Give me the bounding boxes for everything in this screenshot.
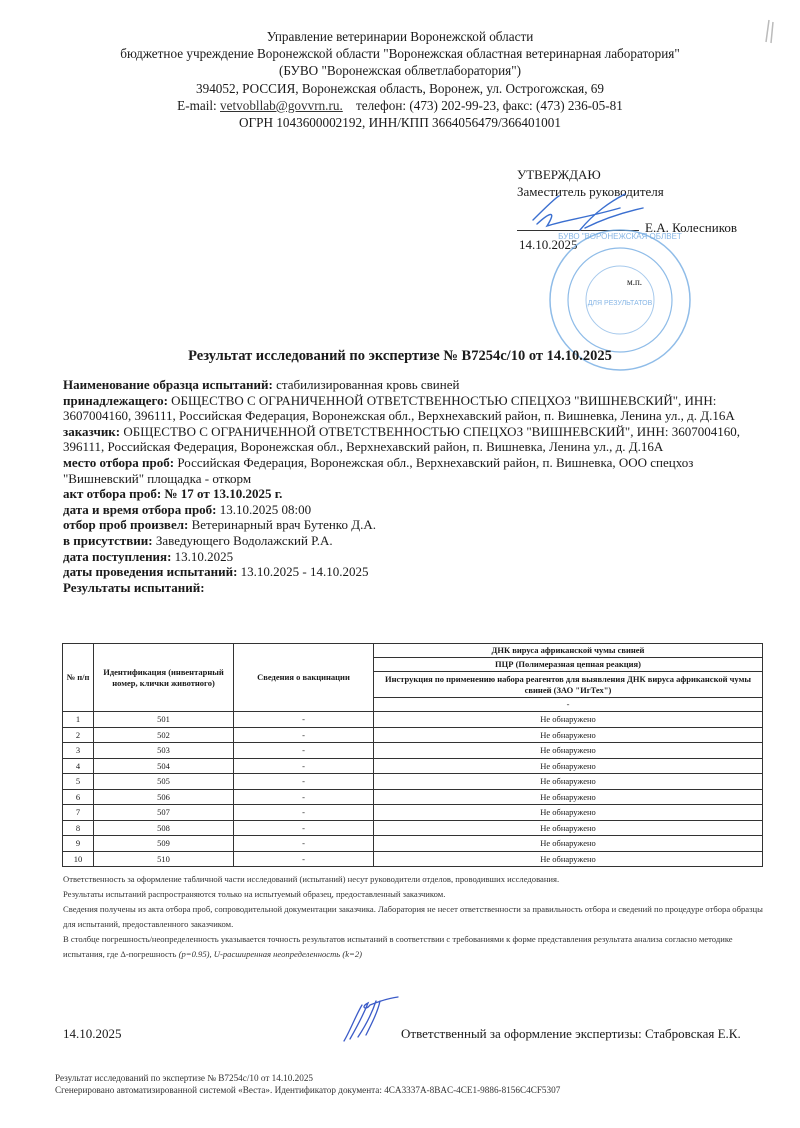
field-label: Наименование образца испытаний: [63, 377, 273, 392]
footer-date: 14.10.2025 [63, 1026, 122, 1041]
col-header-method: ПЦР (Полимеразная цепная реакция) [374, 658, 763, 672]
organization-header [0, 28, 800, 131]
field-label: Результаты испытаний: [63, 579, 205, 595]
col-header-number: № п/п [63, 644, 94, 712]
field-label: отбор проб произвел: [63, 517, 189, 533]
table-row [63, 851, 763, 867]
phone-fax: телефон: (473) 202-99-23, факс: (473) 236-05-81 [355, 97, 623, 113]
row-vaccination: - [234, 789, 374, 805]
row-result: Не обнаружено [374, 851, 763, 867]
row-result: Не обнаружено [374, 836, 763, 852]
table-row [63, 789, 763, 805]
generation-footer [55, 1072, 560, 1096]
row-id: 508 [94, 820, 234, 836]
col-header-identification: Идентификация (инвентарный номер, клички животного) [94, 644, 234, 712]
field-label: принадлежащего: [63, 392, 168, 408]
row-id: 509 [94, 836, 234, 852]
row-vaccination: - [234, 758, 374, 774]
document-title: Результат исследований по экспертизе № В7254с/10 от 14.10.2025 [188, 348, 612, 364]
row-number: 9 [63, 836, 94, 852]
row-number: 4 [63, 758, 94, 774]
row-vaccination: - [234, 743, 374, 759]
row-vaccination: - [234, 820, 374, 836]
field-value: стабилизированная кровь свиней [272, 377, 460, 392]
approval-label: УТВЕРЖДАЮ [517, 167, 601, 182]
footer-doc-id: Сгенерировано автоматизированной системой «Веста». Идентификатор документа: 4CA3337A-8BAC-4CE1-9886-8156C4CF5307 [55, 1085, 561, 1095]
field-value: ОБЩЕСТВО С ОГРАНИЧЕННОЙ ОТВЕТСТВЕННОСТЬЮ СПЕЦХОЗ "ВИШНЕВСКИЙ", ИНН: 3607004160, 396111, Российская Федерация, Воронежская обл., Верхнехавский район, п. Вишневка, Ленина ул., д. Д.16А [63, 423, 741, 455]
signature-icon [340, 995, 400, 1045]
table-row [63, 820, 763, 836]
field-label: дата и время отбора проб: [63, 501, 217, 517]
row-result: Не обнаружено [374, 743, 763, 759]
field-label: даты проведения испытаний: [63, 564, 238, 580]
note-line: Результаты испытаний распространяются только на испытуемый образец, предоставленный заказчиком. [63, 889, 446, 899]
field-sampling-datetime [63, 502, 753, 518]
row-result: Не обнаружено [374, 727, 763, 743]
row-result: Не обнаружено [374, 712, 763, 728]
row-vaccination: - [234, 774, 374, 790]
row-number: 3 [63, 743, 94, 759]
col-header-instruction: Инструкция по применению набора реагентов для выявления ДНК вируса африканской чумы свиней (ЗАО "ИгТех") [374, 672, 763, 698]
note-p-value: (p=0.95), [178, 949, 212, 959]
note-uncertainty [63, 932, 763, 962]
field-receipt-date [63, 549, 753, 565]
field-label: дата поступления: [63, 548, 172, 564]
note-u-text: U-расширенная неопределенность [211, 949, 343, 959]
table-row [63, 836, 763, 852]
stamp-mark-label: м.п. [627, 277, 643, 287]
row-id: 504 [94, 758, 234, 774]
responsible-person: Ответственный за оформление экспертизы: Стабровская Е.К. [401, 1026, 741, 1041]
table-row [63, 774, 763, 790]
field-value: Ветеринарный врач Бутенко Д.А. [188, 517, 376, 533]
header-line: бюджетное учреждение Воронежской области "Воронежская областная ветеринарная лаборатория" [120, 46, 680, 62]
row-vaccination: - [234, 836, 374, 852]
field-value: Российская Федерация, Воронежская обл., Верхнехавский район, п. Вишневка, ООО спецхоз "Вишневский" площадка - откорм [63, 454, 694, 486]
field-label: акт отбора проб: [63, 486, 162, 502]
row-id: 505 [94, 774, 234, 790]
row-result: Не обнаружено [374, 805, 763, 821]
col-header-vaccination: Сведения о вакцинации [234, 644, 374, 712]
row-id: 502 [94, 727, 234, 743]
field-sampling-place [63, 455, 753, 486]
disclaimer-notes [63, 872, 763, 962]
row-id: 510 [94, 851, 234, 867]
row-number: 1 [63, 712, 94, 728]
row-number: 7 [63, 805, 94, 821]
field-value: ОБЩЕСТВО С ОГРАНИЧЕННОЙ ОТВЕТСТВЕННОСТЬЮ СПЕЦХОЗ "ВИШНЕВСКИЙ", ИНН: 3607004160, 396111, Российская Федерация, Воронежская обл., Верхнехавский район, п. Вишневка, Ленина ул., д. Д.16А [63, 392, 735, 424]
row-number: 8 [63, 820, 94, 836]
field-presence [63, 533, 753, 549]
row-vaccination: - [234, 727, 374, 743]
row-id: 503 [94, 743, 234, 759]
row-id: 507 [94, 805, 234, 821]
field-sampling-act [63, 486, 753, 502]
field-sampled-by [63, 517, 753, 533]
table-row [63, 805, 763, 821]
field-label: заказчик: [63, 423, 121, 439]
header-ogrn: ОГРН 1043600002192, ИНН/КПП 3664056479/366401001 [239, 115, 561, 131]
results-table [62, 643, 763, 867]
field-value: 13.10.2025 [171, 548, 234, 564]
field-test-dates [63, 564, 753, 580]
row-result: Не обнаружено [374, 774, 763, 790]
header-line: Управление ветеринарии Воронежской области [266, 29, 534, 44]
row-result: Не обнаружено [374, 758, 763, 774]
email-label: E-mail: [177, 97, 217, 113]
header-address: 394052, РОССИЯ, Воронежская область, Воронеж, ул. Острогожская, 69 [196, 80, 604, 96]
row-number: 5 [63, 774, 94, 790]
field-customer [63, 424, 753, 455]
field-owner [63, 393, 753, 424]
table-row [63, 758, 763, 774]
table-row [63, 727, 763, 743]
field-value: 13.10.2025 08:00 [216, 501, 312, 517]
row-vaccination: - [234, 851, 374, 867]
sample-fields [63, 377, 753, 595]
row-vaccination: - [234, 712, 374, 728]
field-label: в присутствии: [63, 532, 153, 548]
row-result: Не обнаружено [374, 789, 763, 805]
table-row [63, 743, 763, 759]
header-contacts [0, 97, 800, 114]
email-link[interactable]: vetvobllab@govvrn.ru. [220, 97, 343, 113]
field-sample-name [63, 377, 753, 393]
note-text: В столбце погрешность/неопределенность указывается точность результатов испытаний в соответствии с требованиями к форме представления результата анализа согласно методике испытания, где Δ-погрешность [63, 934, 733, 959]
note-line: Сведения получены из акта отбора проб, сопроводительной документации заказчика. Лаборатория не несет ответственности за правильность отбора и сведений по процедуре отбора образцы для испытаний, предоставленного заказчиком. [63, 904, 763, 929]
approval-position: Заместитель руководителя [517, 184, 664, 199]
header-line: (БУВО "Воронежская облветлаборатория") [279, 63, 521, 79]
approver-name: Е.А. Колесников [645, 220, 737, 235]
row-number: 6 [63, 789, 94, 805]
note-k-value: (k=2) [342, 949, 362, 959]
approval-date: 14.10.2025 [519, 237, 578, 252]
row-id: 506 [94, 789, 234, 805]
field-value: № 17 от 13.10.2025 г. [161, 486, 283, 502]
row-number: 10 [63, 851, 94, 867]
note-line: Ответственность за оформление табличной части исследований (испытаний) несут руководители отделов, проводивших исследования. [63, 874, 560, 884]
field-value: Заведующего Водолажский Р.А. [152, 532, 333, 548]
table-row [63, 712, 763, 728]
col-header-group: ДНК вируса африканской чумы свиней [374, 644, 763, 658]
row-vaccination: - [234, 805, 374, 821]
col-header-units: - [374, 698, 763, 712]
row-id: 501 [94, 712, 234, 728]
row-number: 2 [63, 727, 94, 743]
svg-text:БУВО "ВОРОНЕЖСКАЯ ОБЛВЕТ: БУВО "ВОРОНЕЖСКАЯ ОБЛВЕТ [558, 232, 682, 241]
field-value: 13.10.2025 - 14.10.2025 [237, 564, 369, 580]
svg-text:ДЛЯ РЕЗУЛЬТАТОВ: ДЛЯ РЕЗУЛЬТАТОВ [587, 300, 653, 307]
footer-doc-ref: Результат исследований по экспертизе № В7254с/10 от 14.10.2025 [55, 1073, 314, 1083]
row-result: Не обнаружено [374, 820, 763, 836]
field-label: место отбора проб: [63, 454, 175, 470]
field-results-heading [63, 580, 753, 596]
